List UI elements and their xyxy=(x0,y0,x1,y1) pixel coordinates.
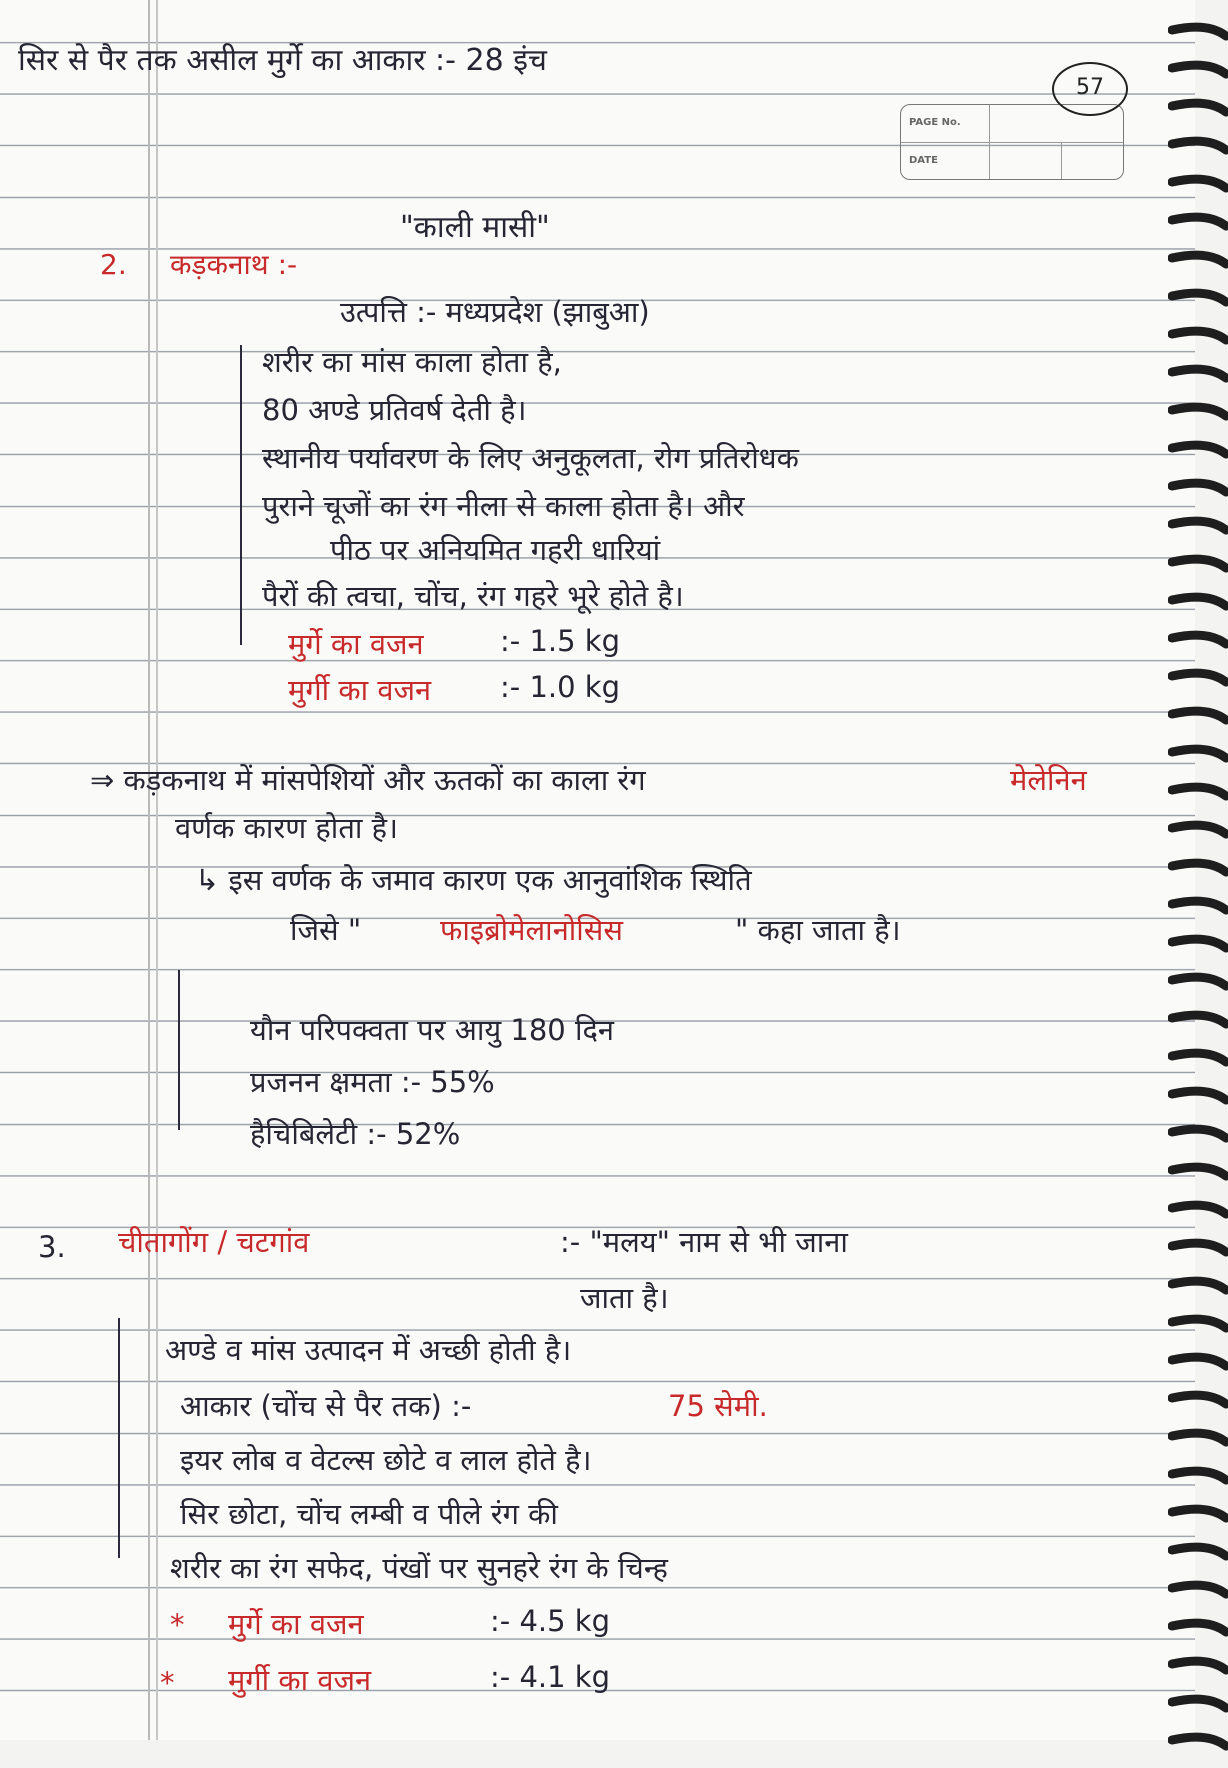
section3-size-value: 75 सेमी. xyxy=(668,1389,768,1423)
spiral-ring xyxy=(1172,1699,1226,1708)
spiral-ring xyxy=(1172,939,1226,948)
spiral-ring xyxy=(1172,27,1226,36)
section2-point: 80 अण्डे प्रतिवर्ष देती है। xyxy=(262,393,527,427)
section2-origin: उत्पत्ति :- मध्यप्रदेश (झाबुआ) xyxy=(340,295,650,329)
spiral-ring xyxy=(1172,407,1226,416)
spiral-ring xyxy=(1172,1167,1226,1176)
spiral-ring xyxy=(1172,1205,1226,1214)
section2-point: पुराने चूजों का रंग नीला से काला होता है। और xyxy=(262,489,745,523)
spiral-ring xyxy=(1172,749,1226,758)
section2-name: कड़कनाथ :- xyxy=(170,248,298,281)
spiral-ring xyxy=(1172,1243,1226,1252)
melanin-line2: वर्णक कारण होता है। xyxy=(175,811,398,845)
section3-point: अण्डे व मांस उत्पादन में अच्छी होती है। xyxy=(165,1333,572,1367)
spiral-ring xyxy=(1172,1319,1226,1328)
page-number: 57 xyxy=(1052,62,1128,116)
fibromelanosis-term: फाइब्रोमेलानोसिस xyxy=(440,913,624,947)
section2-point: शरीर का मांस काला होता है, xyxy=(262,345,562,379)
section3-earlobe: इयर लोब व वेटल्स छोटे व लाल होते है। xyxy=(180,1443,592,1477)
spiral-ring xyxy=(1172,293,1226,302)
section3-size-label: आकार (चोंच से पैर तक) :- xyxy=(180,1389,472,1423)
date-label: DATE xyxy=(909,155,938,166)
spiral-ring xyxy=(1172,483,1226,492)
spiral-ring xyxy=(1172,863,1226,872)
spiral-ring xyxy=(1172,1509,1226,1518)
spiral-ring xyxy=(1172,179,1226,188)
spiral-ring xyxy=(1172,1091,1226,1100)
melanin-red-word: मेलेनिन xyxy=(1010,763,1087,797)
stat-item: यौन परिपक्वता पर आयु 180 दिन xyxy=(250,1013,614,1047)
section3-name: चीतागोंग / चटगांव xyxy=(118,1225,310,1259)
spiral-ring xyxy=(1172,1585,1226,1594)
melanin-line1: ⇒ कड़कनाथ में मांसपेशियों और ऊतकों का काला रंग xyxy=(90,763,646,797)
section2-point: स्थानीय पर्यावरण के लिए अनुकूलता, रोग प्रतिरोधक xyxy=(262,441,799,475)
section3-hen-weight-value: :- 4.1 kg xyxy=(490,1660,610,1694)
stat-item: हैचिबिलेटी :- 52% xyxy=(250,1117,461,1151)
spiral-ring xyxy=(1172,635,1226,644)
section3-cock-weight-label: मुर्गे का वजन xyxy=(228,1607,364,1641)
spiral-ring xyxy=(1172,1357,1226,1366)
spiral-ring xyxy=(1172,711,1226,720)
margin-line-inner xyxy=(156,0,158,1740)
spiral-ring xyxy=(1172,1015,1226,1024)
spiral-ring xyxy=(1172,1433,1226,1442)
spiral-binding xyxy=(1168,0,1228,1768)
section3-point: शरीर का रंग सफेद, पंखों पर सुनहरे रंग के चिन्ह xyxy=(170,1551,668,1585)
spiral-ring xyxy=(1172,977,1226,986)
spiral-ring xyxy=(1172,901,1226,910)
section2-point: पीठ पर अनियमित गहरी धारियां xyxy=(330,533,661,567)
spiral-ring xyxy=(1172,597,1226,606)
section3-hen-weight-label: मुर्गी का वजन xyxy=(228,1663,372,1697)
spiral-ring xyxy=(1172,65,1226,74)
bullet-star-icon: * xyxy=(160,1666,175,1700)
section2-point: पैरों की त्वचा, चोंच, रंग गहरे भूरे होते है। xyxy=(262,579,684,613)
spiral-ring xyxy=(1172,255,1226,264)
title-line: सिर से पैर तक असील मुर्गे का आकार :- 28 इंच xyxy=(18,43,547,78)
section3-cock-weight-value: :- 4.5 kg xyxy=(490,1604,610,1638)
spiral-ring xyxy=(1172,369,1226,378)
spiral-ring xyxy=(1172,1661,1226,1670)
section2-cock-weight-label: मुर्गे का वजन xyxy=(288,627,424,661)
spiral-ring xyxy=(1172,217,1226,226)
stat-item: प्रजनन क्षमता :- 55% xyxy=(250,1065,495,1099)
spiral-ring xyxy=(1172,1053,1226,1062)
spiral-ring xyxy=(1172,1281,1226,1290)
melanin-line4-prefix: जिसे " xyxy=(290,913,362,947)
section2-brace xyxy=(240,345,242,645)
bullet-star-icon: * xyxy=(170,1608,185,1642)
section3-desc-line2: जाता है। xyxy=(580,1281,669,1315)
section3-point: सिर छोटा, चोंच लम्बी व पीले रंग की xyxy=(180,1497,558,1531)
margin-line xyxy=(148,0,150,1740)
spiral-ring xyxy=(1172,445,1226,454)
section2-subtitle: "काली मासी" xyxy=(400,210,550,245)
section3-number: 3. xyxy=(38,1230,66,1264)
spiral-ring xyxy=(1172,1737,1226,1746)
section3-brace xyxy=(118,1318,120,1558)
section3-desc-line1: :- "मलय" नाम से भी जाना xyxy=(560,1225,848,1259)
spiral-ring xyxy=(1172,521,1226,530)
spiral-ring xyxy=(1172,331,1226,340)
spiral-ring xyxy=(1172,825,1226,834)
spiral-ring xyxy=(1172,1129,1226,1138)
spiral-ring xyxy=(1172,673,1226,682)
section2-hen-weight-value: :- 1.0 kg xyxy=(500,670,620,704)
spiral-ring xyxy=(1172,1623,1226,1632)
melanin-line4-suffix: " कहा जाता है। xyxy=(735,913,901,947)
stats-brace xyxy=(178,970,180,1130)
section2-cock-weight-value: :- 1.5 kg xyxy=(500,624,620,658)
page-no-label: PAGE No. xyxy=(909,117,961,128)
spiral-ring xyxy=(1172,1471,1226,1480)
section2-number: 2. xyxy=(100,248,127,281)
section2-hen-weight-label: मुर्गी का वजन xyxy=(288,673,432,707)
spiral-ring xyxy=(1172,1395,1226,1404)
spiral-ring xyxy=(1172,1547,1226,1556)
spiral-ring xyxy=(1172,559,1226,568)
spiral-ring xyxy=(1172,787,1226,796)
melanin-line3: ↳ इस वर्णक के जमाव कारण एक आनुवांशिक स्थिति xyxy=(195,863,752,897)
spiral-ring xyxy=(1172,141,1226,150)
spiral-ring xyxy=(1172,103,1226,112)
